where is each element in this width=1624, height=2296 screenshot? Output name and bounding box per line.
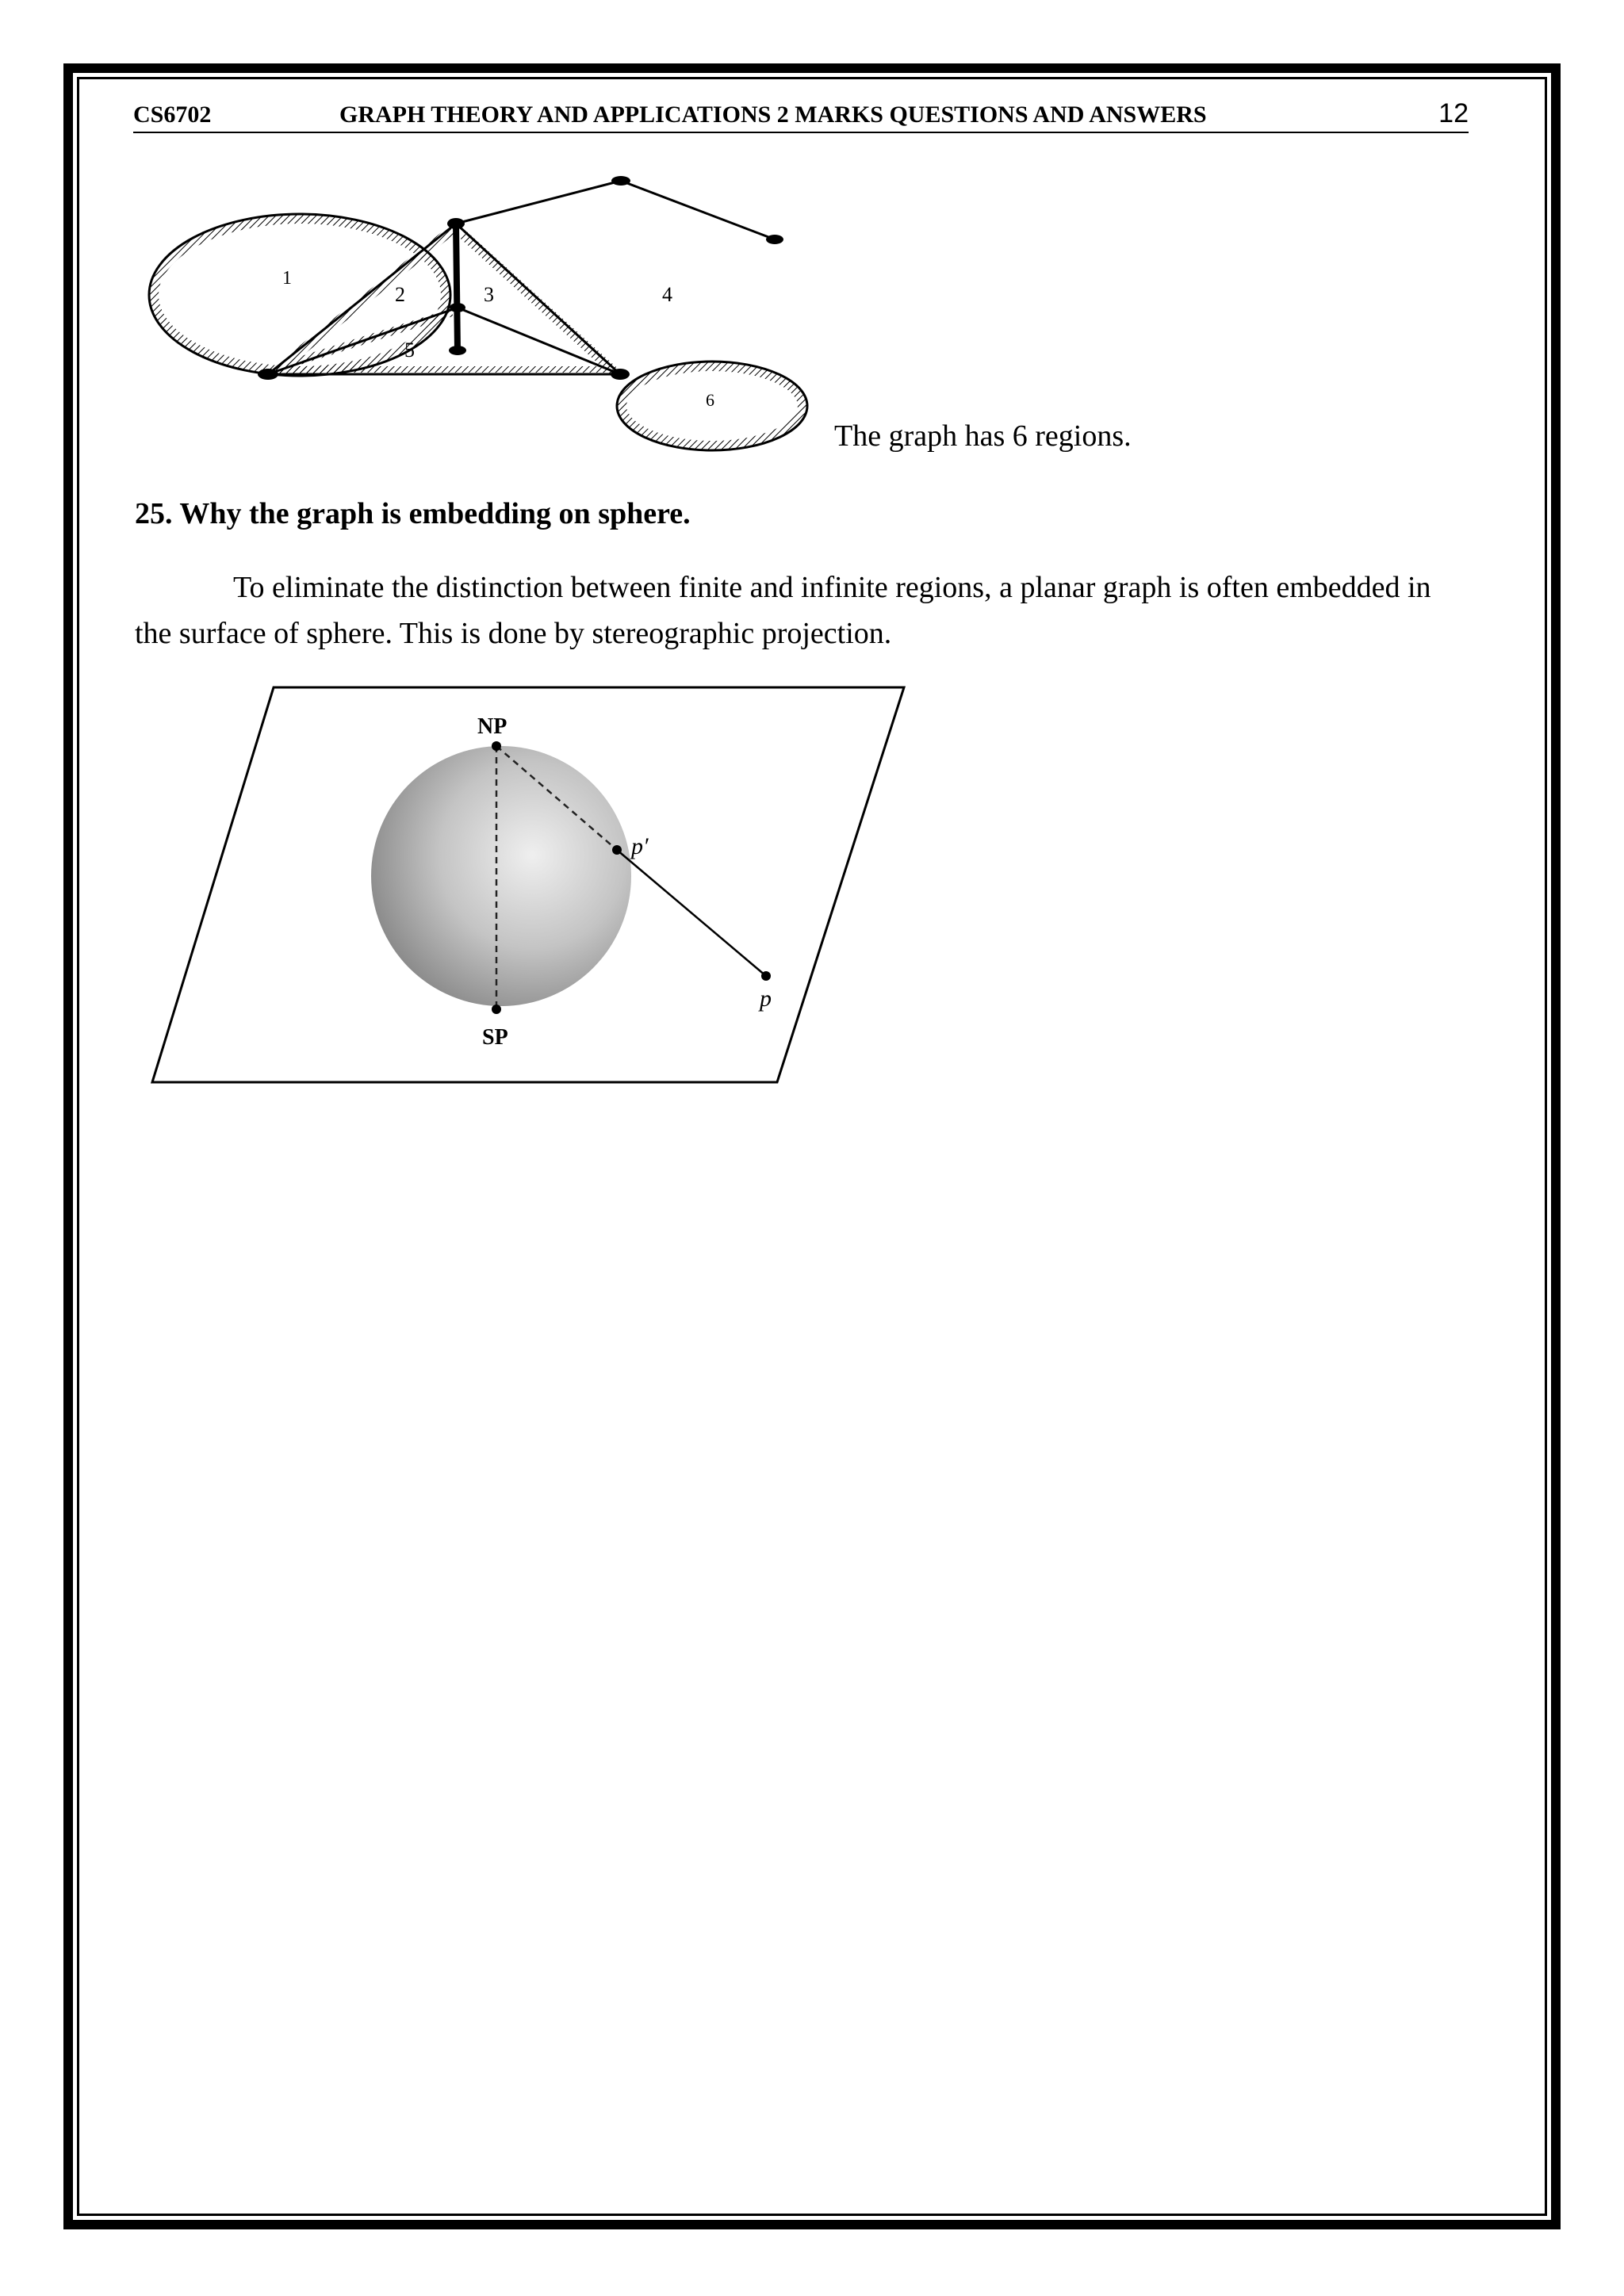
- graph-vertex: [450, 303, 465, 312]
- graph-edge: [458, 308, 620, 374]
- projection-line-outer: [617, 850, 766, 976]
- label-plane-point: p: [760, 985, 772, 1012]
- plane-point: [761, 971, 771, 981]
- stereographic-projection-figure: [143, 678, 920, 1098]
- region-label-2: 2: [395, 283, 405, 306]
- header-underline: [133, 132, 1469, 133]
- sphere: [371, 746, 631, 1006]
- graph-edge: [456, 224, 458, 350]
- planar-graph-figure: [143, 166, 825, 460]
- region-label-5: 5: [404, 339, 415, 362]
- graph-vertex: [449, 346, 466, 355]
- label-north-pole: NP: [477, 714, 508, 739]
- region-label-3: 3: [484, 283, 494, 306]
- page-number: 12: [1438, 98, 1469, 128]
- graph-vertex: [766, 235, 783, 244]
- graph-edge: [456, 181, 621, 224]
- graph-edge: [621, 181, 775, 239]
- page-header: [133, 98, 1469, 135]
- region-label-6: 6: [706, 390, 714, 410]
- north-pole-point: [492, 741, 501, 751]
- graph-vertex: [611, 369, 630, 380]
- answer-paragraph: [135, 564, 1475, 656]
- label-projected-point: p′: [631, 833, 649, 859]
- region-label-1: 1: [282, 268, 292, 289]
- graph-edge-hatch: [278, 230, 452, 369]
- figure-caption: The graph has 6 regions.: [834, 419, 1132, 453]
- graph-vertex: [258, 369, 278, 380]
- region-label-4: 4: [662, 283, 672, 306]
- graph-vertex: [447, 218, 465, 229]
- graph-vertex: [611, 176, 630, 186]
- south-pole-point: [492, 1004, 501, 1014]
- projected-point: [612, 845, 622, 855]
- question-heading: 25. Why the graph is embedding on sphere.: [135, 497, 691, 530]
- course-code: CS6702: [133, 101, 212, 128]
- label-south-pole: SP: [482, 1025, 508, 1050]
- answer-text: To eliminate the distinction between finite and infinite regions, a planar graph is often embedded in the surface of sphere. This is done by stereographic projection.: [135, 571, 1431, 650]
- document-title: GRAPH THEORY AND APPLICATIONS 2 MARKS QUESTIONS AND ANSWERS: [339, 101, 1207, 128]
